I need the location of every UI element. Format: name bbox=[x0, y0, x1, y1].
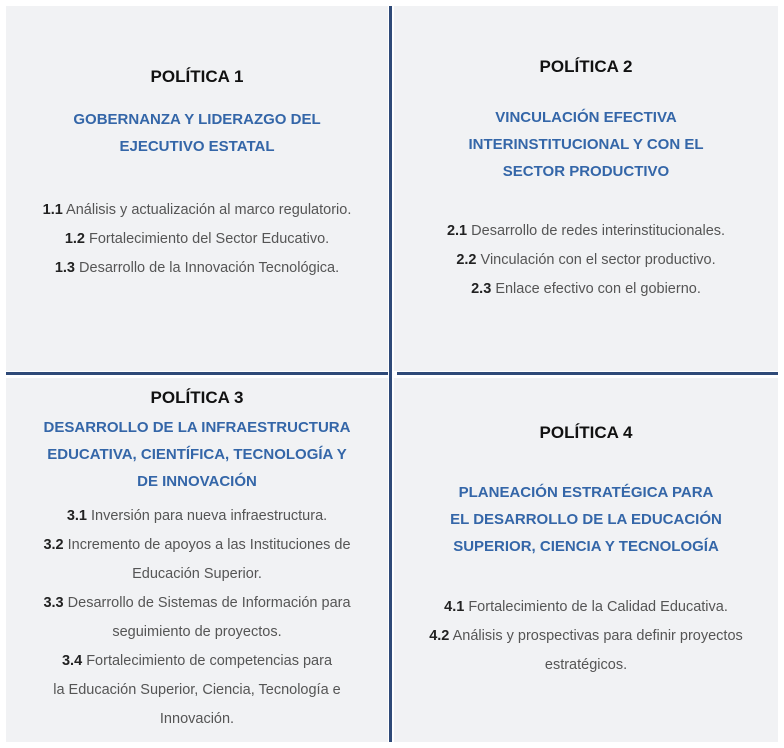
policy-title: POLÍTICA 3 bbox=[150, 388, 244, 407]
policy-subtitle: PLANEACIÓN ESTRATÉGICA PARA EL DESARROLLO DE LA EDUCACIÓN SUPERIOR, CIENCIA Y TECNOLOGÍA bbox=[450, 484, 722, 555]
policy-subtitle: DESARROLLO DE LA INFRAESTRUCTURA EDUCATIVA, CIENTÍFICA, TECNOLOGÍA Y DE INNOVACIÓN bbox=[43, 419, 351, 490]
list-item: 1.2 Fortalecimiento del Sector Educativo. bbox=[64, 231, 330, 247]
horizontal-divider-right bbox=[397, 372, 778, 375]
list-item: 3.3 Desarrollo de Sistemas de Información para bbox=[43, 595, 351, 611]
list-item-continuation: Educación Superior. bbox=[132, 566, 262, 582]
list-item: 3.1 Inversión para nueva infraestructura. bbox=[66, 508, 328, 524]
list-item: 3.2 Incremento de apoyos a las Instituciones de bbox=[43, 537, 351, 553]
list-item-continuation: la Educación Superior, Ciencia, Tecnología e bbox=[53, 682, 341, 698]
policy-title: POLÍTICA 1 bbox=[150, 67, 244, 86]
policy-subtitle: VINCULACIÓN EFECTIVA INTERINSTITUCIONAL Y CON EL SECTOR PRODUCTIVO bbox=[468, 109, 704, 180]
list-item-continuation: Innovación. bbox=[159, 711, 235, 727]
list-item: 1.3 Desarrollo de la Innovación Tecnológica. bbox=[54, 260, 340, 276]
policy-items bbox=[394, 593, 778, 680]
policy-items bbox=[6, 502, 388, 734]
list-item: 2.1 Desarrollo de redes interinstitucionales. bbox=[446, 223, 726, 239]
policy-items bbox=[6, 196, 388, 283]
policy-items bbox=[394, 217, 778, 304]
list-item-continuation: estratégicos. bbox=[544, 657, 628, 673]
policy-subtitle: GOBERNANZA Y LIDERAZGO DEL EJECUTIVO ESTATAL bbox=[73, 111, 321, 155]
list-item: 4.2 Análisis y prospectivas para definir proyectos bbox=[429, 628, 743, 644]
policy-title: POLÍTICA 4 bbox=[539, 423, 633, 442]
list-item: 4.1 Fortalecimiento de la Calidad Educativa. bbox=[444, 599, 728, 615]
policy-panel-4 bbox=[394, 378, 778, 742]
policy-panel-1 bbox=[6, 6, 388, 371]
list-item: 2.3 Enlace efectivo con el gobierno. bbox=[471, 281, 701, 297]
policy-title: POLÍTICA 2 bbox=[539, 57, 633, 76]
horizontal-divider-left bbox=[6, 372, 388, 375]
list-item-continuation: seguimiento de proyectos. bbox=[112, 624, 282, 640]
vertical-divider bbox=[389, 6, 392, 742]
policy-panel-2 bbox=[394, 6, 778, 371]
list-item: 3.4 Fortalecimiento de competencias para bbox=[61, 653, 333, 669]
list-item: 2.2 Vinculación con el sector productivo. bbox=[456, 252, 716, 268]
list-item: 1.1 Análisis y actualización al marco regulatorio. bbox=[42, 202, 352, 218]
policy-panel-3 bbox=[6, 378, 388, 742]
